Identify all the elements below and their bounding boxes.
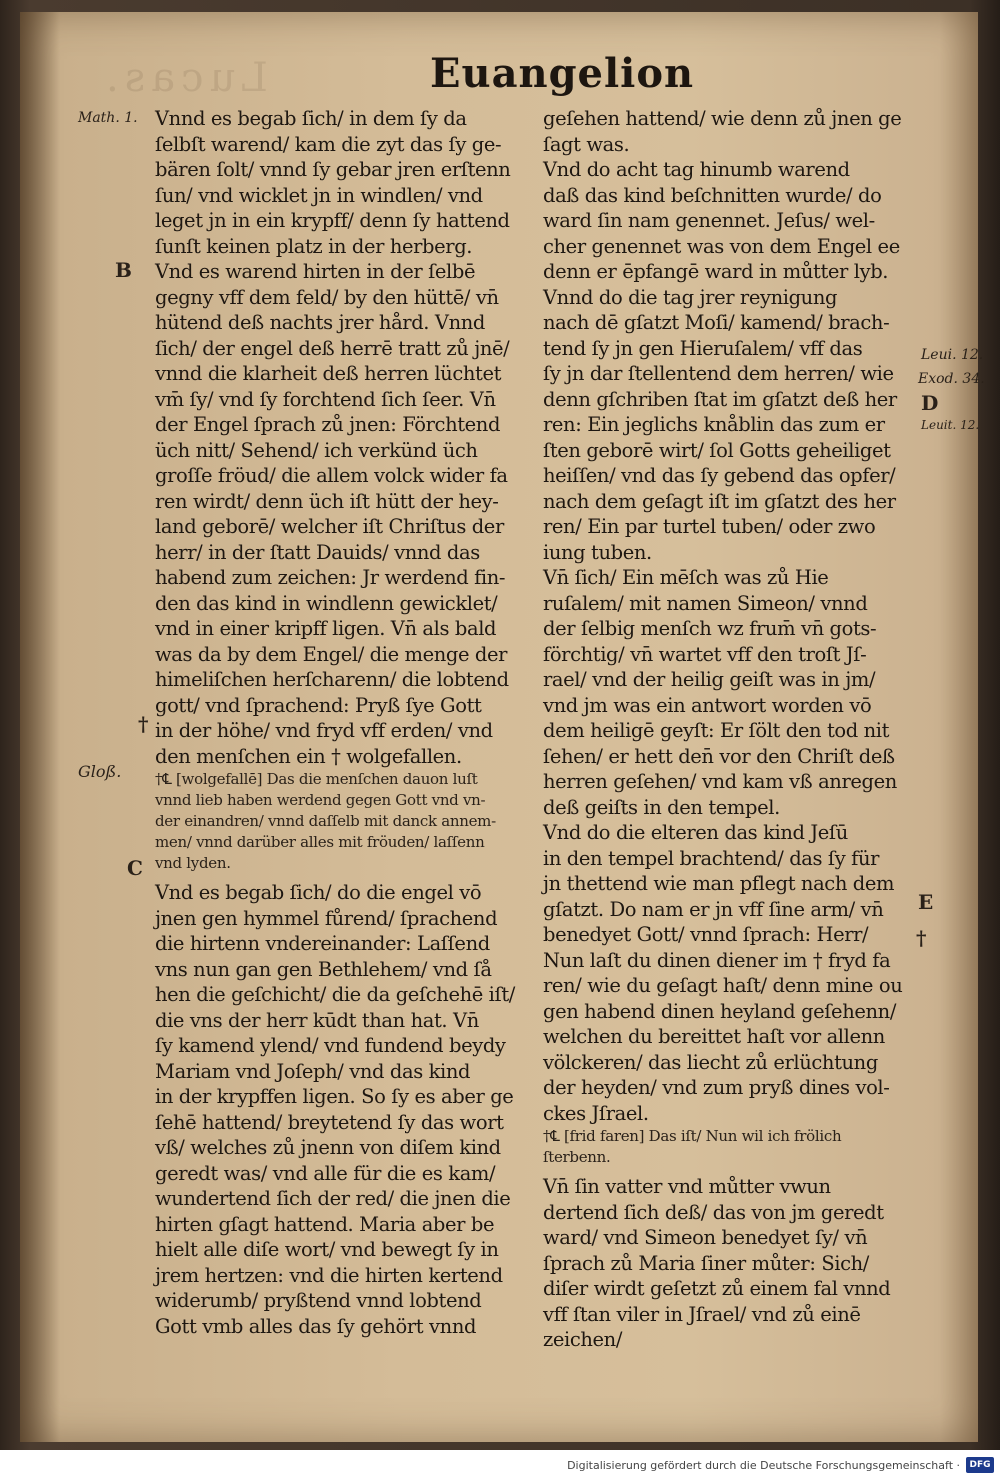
text-line: ſagt was. [543, 132, 630, 156]
text-line: dem heiligē geyſt: Er ſölt den tod nit [543, 719, 890, 742]
text-line: deß geiſts in den tempel. [543, 795, 780, 819]
text-line: völckeren/ das liecht zů erlüchtung [543, 1050, 878, 1074]
text-line: den menſchen ein † wolgefallen. [155, 744, 462, 768]
text-line: jrem hertzen: vnd die hirten kertend [155, 1263, 503, 1287]
text-line: hütend deß nachts jrer hård. Vnnd [155, 311, 485, 334]
text-line: bären ſolt/ vnnd ſy gebar jren erſtenn [155, 158, 511, 181]
text-line: herren geſehen/ vnd kam vß anregen [543, 770, 897, 793]
section-marker-e: E [918, 890, 934, 914]
text-line: groſſe fröud/ die allem volck wider fa [155, 464, 508, 487]
dfg-logo: DFG [966, 1457, 994, 1473]
margin-note-levit-1: Leui. 12. [921, 347, 984, 363]
text-line: vnd in einer kripff ligen. Vn̄ als bald [155, 617, 497, 640]
section-marker-c: C [127, 856, 143, 880]
gloss-line: der einandren/ vnnd daſſelb mit danck annem- [155, 812, 496, 830]
text-line: ward/ vnd Simeon benedyet ſy/ vn̄ [543, 1226, 868, 1249]
dagger-marker-left: † [138, 712, 149, 736]
text-line: Vn̄ ſich/ Ein mēſch was zů Hie [543, 566, 829, 589]
text-line: habend zum zeichen: Jr werdend fin- [155, 566, 506, 589]
text-line: himeliſchen herſcharenn/ die lobtend [155, 668, 509, 691]
text-line: nach dē gſatzt Moſi/ kamend/ brach- [543, 311, 890, 334]
right-column [543, 106, 915, 1353]
text-line: geſehen hattend/ wie denn zů jnen ge [543, 107, 902, 130]
text-line: ſunſt keinen platz in der herberg. [155, 234, 473, 258]
right-text-block-2 [543, 1174, 915, 1353]
text-line: daß das kind beſchnitten wurde/ do [543, 183, 882, 207]
text-line: zeichen/ [543, 1328, 622, 1351]
text-line: vm̄ ſy/ vnd ſy forchtend ſich ſeer. Vn̄ [155, 387, 496, 411]
text-line: in den tempel brachtend/ das ſy für [543, 846, 880, 870]
left-gloss-block [155, 769, 525, 874]
text-line: Vnd do acht tag hinumb warend [543, 158, 850, 181]
text-line: gſatzt. Do nam er jn vff ſine arm/ vn̄ [543, 897, 884, 921]
text-line: Vn̄ ſin vatter vnd můtter vwun [543, 1175, 831, 1198]
text-line: denn gſchriben ſtat im gſatzt deß her [543, 387, 897, 411]
text-line: tend ſy jn gen Hieruſalem/ vff das [543, 336, 863, 360]
text-line: der heyden/ vnd zum pryß dines vol- [543, 1076, 890, 1099]
left-text-block-2 [155, 880, 525, 1339]
text-line: Vnd es warend hirten in der ſelbē [155, 260, 476, 283]
text-line: leget jn in ein krypff/ denn ſy hattend [155, 209, 510, 232]
text-line: ward ſin nam genennet. Jeſus/ wel- [543, 209, 875, 232]
text-line: ſy kamend ylend/ vnd fundend beydy [155, 1034, 506, 1057]
text-line: vff ſtan viler in Jſrael/ vnd zů einē [543, 1302, 861, 1326]
text-line: Mariam vnd Joſeph/ vnd das kind [155, 1059, 471, 1083]
dagger-marker-right: † [916, 926, 927, 950]
text-line: Vnnd es begab ſich/ in dem ſy da [155, 107, 467, 130]
text-line: hen die geſchicht/ die da geſchehē iſt/ [155, 983, 515, 1006]
text-line: ren wirdt/ denn üch iſt hütt der hey- [155, 489, 499, 513]
text-line: wundertend ſich der red/ die jnen die [155, 1187, 511, 1210]
text-line: benedyet Gott/ vnnd ſprach: Herr/ [543, 923, 869, 946]
text-line: Vnd es begab ſich/ do die engel vō [155, 881, 482, 904]
text-line: cher genennet was von dem Engel ee [543, 234, 900, 258]
section-marker-b: B [115, 258, 132, 282]
text-line: der Engel ſprach zů jnen: Förchtend [155, 413, 501, 436]
text-line: ſun/ vnd wicklet jn in windlen/ vnd [155, 183, 483, 207]
text-line: gott/ vnd ſprachend: Pryß ſye Gott [155, 693, 482, 717]
text-line: welchen du bereittet haſt vor allenn [543, 1025, 885, 1048]
text-line: ruſalem/ mit namen Simeon/ vnnd [543, 591, 868, 615]
text-line: vnnd die klarheit deß herren lüchtet [155, 362, 502, 385]
text-line: vns nun gan gen Bethlehem/ vnd ſå [155, 957, 492, 981]
text-line: nach dem geſagt iſt im gſatzt des her [543, 489, 896, 513]
right-text-block-1 [543, 106, 915, 1126]
text-line: denn er ēpfangē ward in můtter lyb. [543, 260, 889, 283]
right-gloss-block [543, 1126, 915, 1168]
text-line: die vns der herr kūdt than hat. Vn̄ [155, 1008, 479, 1032]
left-text-block-1 [155, 106, 525, 769]
text-line: in der krypffen ligen. So ſy es aber ge [155, 1085, 514, 1108]
text-line: hielt alle diſe wort/ vnd bewegt ſy in [155, 1238, 499, 1261]
text-line: förchtig/ vn̄ wartet vff den troſt Jſ- [543, 642, 867, 666]
text-line: Gott vmb alles das ſy gehört vnnd [155, 1314, 477, 1338]
text-line: der ſelbig menſch wz frum̄ vn̄ gots- [543, 617, 877, 640]
text-line: gegny vff dem feld/ by den hüttē/ vn̄ [155, 285, 499, 309]
text-line: geredt was/ vnd alle für die es kam/ [155, 1161, 496, 1185]
text-line: was da by dem Engel/ die menge der [155, 642, 508, 666]
text-line: ren/ Ein par turtel tuben/ oder zwo [543, 515, 876, 538]
text-line: vnd jm was ein antwort worden vō [543, 693, 872, 717]
left-column [155, 106, 525, 1339]
text-line: ſprach zů Maria ſiner můter: Sich/ [543, 1251, 869, 1275]
text-line: üch nitt/ Sehend/ ich verkünd üch [155, 438, 478, 462]
footer-credit: Digitalisierung gefördert durch die Deutsche Forschungsgemeinschaft · [567, 1459, 960, 1472]
text-line: diſer wirdt geſetzt zů einem fal vnnd [543, 1277, 891, 1300]
gloss-line: †℄ [wolgefallē] Das die menſchen dauon luſt [155, 770, 478, 788]
text-line: ſelbſt warend/ kam die zyt das ſy ge- [155, 132, 502, 156]
text-line: jn thettend wie man pflegt nach dem [543, 872, 895, 895]
gloss-line: vnd lyden. [155, 854, 231, 872]
page-gutter-shadow [20, 12, 60, 1442]
text-line: widerumb/ pryßtend vnnd lobtend [155, 1289, 482, 1312]
text-line: in der höhe/ vnd fryd vff erden/ vnd [155, 719, 493, 742]
section-marker-d: D [921, 391, 939, 415]
text-line: ſich/ der engel deß herrē tratt zů jnē/ [155, 336, 510, 360]
footer-bar [0, 1450, 1000, 1483]
gloss-line: vnnd lieb haben werdend gegen Gott vnd vn- [155, 791, 486, 809]
text-line: vß/ welches zů jnenn von diſem kind [155, 1136, 501, 1159]
margin-note-levit-2: Leuit. 12. [921, 418, 980, 432]
bleed-through-text: Lucas. [100, 55, 268, 101]
gloss-line: †℄ [frid faren] Das iſt/ Nun wil ich frölich [543, 1127, 842, 1145]
text-line: land geborē/ welcher iſt Chriſtus der [155, 515, 504, 538]
margin-note-exod: Exod. 34. [918, 371, 985, 387]
text-line: ſten geborē wirt/ ſol Gotts geheiliget [543, 438, 891, 462]
text-line: den das kind in windlenn gewicklet/ [155, 591, 498, 615]
gloss-line: men/ vnnd darüber alles mit fröuden/ laſſenn [155, 833, 485, 851]
margin-note-math: Math. 1. [78, 110, 138, 126]
text-line: dertend ſich deß/ das von jm geredt [543, 1200, 884, 1224]
text-line: gen habend dinen heyland geſehenn/ [543, 999, 896, 1023]
text-line: ſehē hattend/ breytetend ſy das wort [155, 1110, 504, 1134]
text-line: herr/ in der ſtatt Dauids/ vnnd das [155, 540, 480, 564]
text-line: ren/ wie du geſagt haſt/ denn mine ou [543, 974, 903, 997]
text-line: ren: Ein jeglichs knåblin das zum er [543, 413, 885, 436]
text-line: iung tuben. [543, 540, 652, 564]
text-line: Vnnd do die tag jrer reynigung [543, 285, 838, 309]
text-line: die hirtenn vndereinander: Laſſend [155, 932, 490, 955]
text-line: jnen gen hymmel fůrend/ ſprachend [155, 906, 498, 930]
text-line: heiſſen/ vnd das ſy gebend das opfer/ [543, 464, 896, 487]
gloss-line: ſterbenn. [543, 1148, 611, 1166]
text-line: Vnd do die elteren das kind Jeſū [543, 821, 848, 844]
text-line: ſy jn dar ſtellentend dem herren/ wie [543, 362, 894, 385]
margin-note-gloss: Gloß. [78, 762, 122, 781]
text-line: ckes Jſrael. [543, 1101, 649, 1125]
text-line: rael/ vnd der heilig geiſt was in jm/ [543, 668, 876, 691]
text-line: ſehen/ er hett den̄ vor den Chriſt deß [543, 744, 895, 768]
text-line: hirten gſagt hattend. Maria aber be [155, 1212, 495, 1236]
page-title: Euangelion [430, 50, 695, 97]
text-line: Nun laſt du dinen diener im † fryd fa [543, 948, 891, 972]
